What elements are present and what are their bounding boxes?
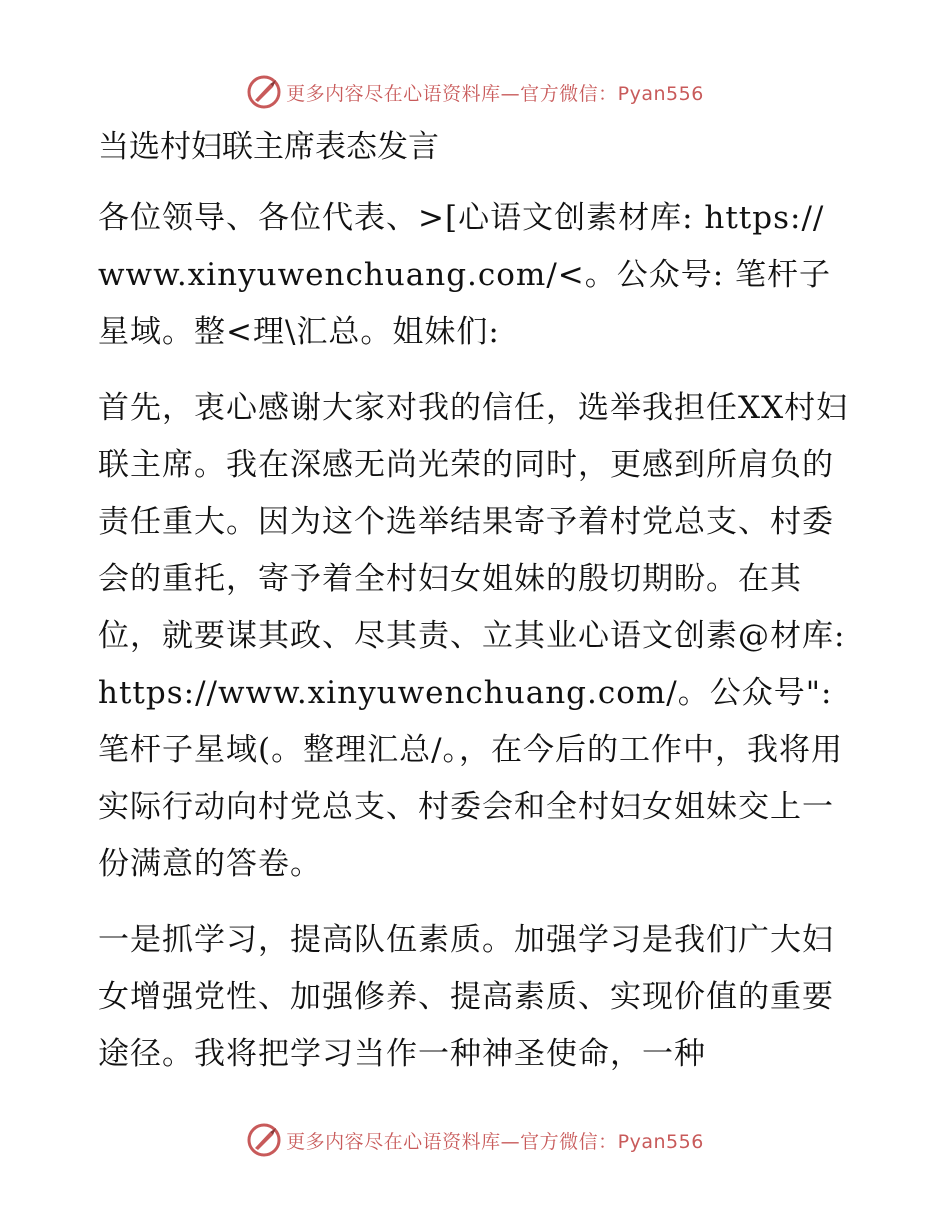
watermark-text: 更多内容尽在心语资料库—官方微信：Pyan556	[286, 1130, 704, 1153]
header-watermark	[0, 72, 950, 112]
paragraph-greeting: 各位领导、各位代表、>[心语文创素材库: https://www.xinyuwenchuang.com/<。公众号: 笔杆子星域。整<理\汇总。姐妹们:	[98, 200, 832, 350]
paragraph-study: 一是抓学习，提高队伍素质。加强学习是我们广大妇女增强党性、加强修养、提高素质、实现价值的重要途径。我将把学习当作一种神圣使命，一种	[98, 922, 834, 1072]
paragraph-thanks: 首先，衷心感谢大家对我的信任，选举我担任XX村妇联主席。我在深感无尚光荣的同时，更感到所肩负的责任重大。因为这个选举结果寄予着村党总支、村委会的重托，寄予着全村妇女姐妹的殷切期盼。在其位，就要谋其政、尽其责、立其业心语文创素@材库: https://www.xinyuwenchuang.com/。公众号": 笔杆子星域(。整理汇总/。，在今后的工作中，我将用实际行动向村党总支、村委会和全村妇女姐妹交上一份满意的答卷。	[98, 390, 849, 882]
document-title: 当选村妇联主席表态发言	[98, 129, 439, 165]
quill-pen-logo-icon	[246, 1122, 282, 1158]
document-body	[98, 120, 850, 1083]
footer-watermark	[0, 1120, 950, 1160]
watermark-text: 更多内容尽在心语资料库—官方微信：Pyan556	[286, 82, 704, 105]
quill-pen-logo-icon	[246, 74, 282, 110]
